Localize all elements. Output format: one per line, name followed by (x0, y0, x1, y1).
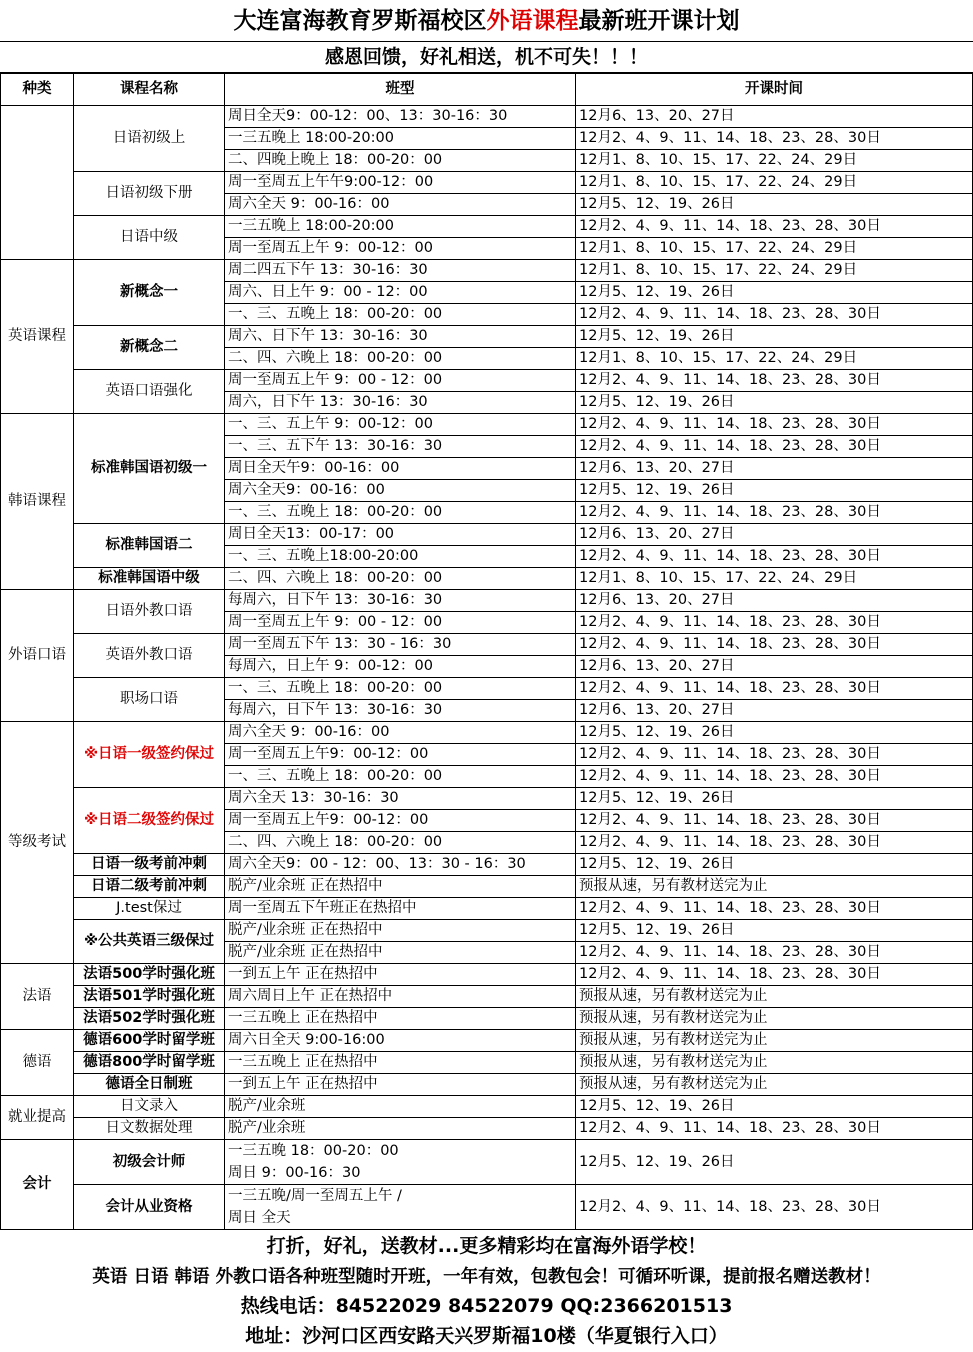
schedule-table (0, 73, 973, 1230)
course-name: 初级会计师 (74, 1140, 225, 1185)
class-type: 一三五晚上 正在热招中 (225, 1052, 576, 1074)
class-type: 每周六，日上午 9：00-12：00 (225, 656, 576, 678)
course-name: 日语初级下册 (74, 172, 225, 216)
start-time: 12月2、4、9、11、14、18、23、28、30日 (576, 370, 973, 392)
footer-course-info: 英语 日语 韩语 外教口语各种班型随时开班，一年有效，包教包会！可循环听课，提前报名赠送教材！ (92, 1267, 881, 1287)
course-name: 英语口语强化 (74, 370, 225, 414)
class-type: 周六、日下午 13：30-16：30 (225, 326, 576, 348)
start-time: 12月6、13、20、27日 (576, 524, 973, 546)
course-name: 标准韩国语初级一 (74, 414, 225, 524)
course-name: 德语600学时留学班 (74, 1030, 225, 1052)
class-type: 脱产/业余班 正在热招中 (225, 942, 576, 964)
start-time: 12月1、8、10、15、17、22、24、29日 (576, 150, 973, 172)
category-cell: 法语 (1, 964, 74, 1030)
class-type: 周一至周五上午9：00-12：00 (225, 810, 576, 832)
table-row (1, 1052, 973, 1074)
class-type: 周一至周五上午 9：00 - 12：00 (225, 370, 576, 392)
table-row (1, 788, 973, 810)
header-course: 课程名称 (74, 74, 225, 106)
start-time: 12月2、4、9、11、14、18、23、28、30日 (576, 634, 973, 656)
start-time: 12月2、4、9、11、14、18、23、28、30日 (576, 898, 973, 920)
table-row (1, 1008, 973, 1030)
start-time: 12月1、8、10、15、17、22、24、29日 (576, 568, 973, 590)
table-row (1, 326, 973, 348)
start-time: 12月2、4、9、11、14、18、23、28、30日 (576, 128, 973, 150)
start-time: 12月1、8、10、15、17、22、24、29日 (576, 260, 973, 282)
class-type: 一到五上午 正在热招中 (225, 964, 576, 986)
table-row (1, 216, 973, 238)
category-cell: 外语口语 (1, 590, 74, 722)
start-time: 12月5、12、19、26日 (576, 788, 973, 810)
table-row (1, 1030, 973, 1052)
class-type: 每周六，日下午 13：30-16：30 (225, 700, 576, 722)
class-type: 一三五晚上 正在热招中 (225, 1008, 576, 1030)
start-time: 12月2、4、9、11、14、18、23、28、30日 (576, 744, 973, 766)
class-type: 周一至周五上午9：00-12：00 (225, 744, 576, 766)
class-type: 一、三、五晚上 18：00-20：00 (225, 678, 576, 700)
category-cell: 韩语课程 (1, 414, 74, 590)
table-row (1, 414, 973, 436)
start-time: 12月2、4、9、11、14、18、23、28、30日 (576, 1185, 973, 1230)
class-type: 二、四、六晚上 18：00-20：00 (225, 832, 576, 854)
class-type: 周六日全天 9:00-16:00 (225, 1030, 576, 1052)
header-category: 种类 (1, 74, 74, 106)
table-row (1, 172, 973, 194)
start-time: 12月5、12、19、26日 (576, 854, 973, 876)
course-name: 日语中级 (74, 216, 225, 260)
start-time: 12月2、4、9、11、14、18、23、28、30日 (576, 832, 973, 854)
class-type: 一、三、五晚上18:00-20:00 (225, 546, 576, 568)
table-row (1, 854, 973, 876)
table-header-row (1, 74, 973, 106)
class-type: 周六全天 13：30-16：30 (225, 788, 576, 810)
start-time: 预报从速，另有教材送完为止 (576, 1052, 973, 1074)
start-time: 预报从速，另有教材送完为止 (576, 1030, 973, 1052)
class-type: 周六全天9：00 - 12：00、13：30 - 16：30 (225, 854, 576, 876)
class-type: 周六全天 9：00-16：00 (225, 194, 576, 216)
table-row (1, 1185, 973, 1208)
table-row (1, 590, 973, 612)
course-name: 日语二级考前冲刺 (74, 876, 225, 898)
class-type: 一、三、五下午 13：30-16：30 (225, 436, 576, 458)
course-name: ※公共英语三级保过 (74, 920, 225, 964)
start-time: 12月2、4、9、11、14、18、23、28、30日 (576, 1118, 973, 1140)
table-row (1, 106, 973, 128)
class-type: 二、四、六晚上 18：00-20：00 (225, 348, 576, 370)
table-row (1, 920, 973, 942)
category-cell: 会计 (1, 1140, 74, 1230)
class-type: 脱产/业余班 (225, 1118, 576, 1140)
footer-promo: 打折，好礼，送教材...更多精彩均在富海外语学校！ (266, 1235, 707, 1257)
course-name: 新概念二 (74, 326, 225, 370)
page-title (0, 0, 973, 42)
course-name: J.test保过 (74, 898, 225, 920)
class-type: 周一至周五上午 9：00-12：00 (225, 238, 576, 260)
table-row (1, 370, 973, 392)
start-time: 12月2、4、9、11、14、18、23、28、30日 (576, 678, 973, 700)
start-time: 预报从速，另有教材送完为止 (576, 986, 973, 1008)
table-row (1, 1074, 973, 1096)
start-time: 12月6、13、20、27日 (576, 106, 973, 128)
table-row (1, 260, 973, 282)
class-type: 脱产/业余班 (225, 1096, 576, 1118)
category-cell: 等级考试 (1, 722, 74, 964)
course-name: 德语全日制班 (74, 1074, 225, 1096)
course-name: 法语501学时强化班 (74, 986, 225, 1008)
start-time: 12月2、4、9、11、14、18、23、28、30日 (576, 502, 973, 524)
class-type: 二、四晚上晚上 18：00-20：00 (225, 150, 576, 172)
start-time: 12月1、8、10、15、17、22、24、29日 (576, 348, 973, 370)
title-suffix: 最新班开课计划 (578, 8, 740, 34)
table-row (1, 986, 973, 1008)
class-type: 周一至周五上午 9：00 - 12：00 (225, 612, 576, 634)
page-subtitle: 感恩回馈，好礼相送，机不可失！！！ (0, 42, 973, 73)
table-row (1, 1118, 973, 1140)
table-row (1, 1140, 973, 1163)
class-type: 周六，日下午 13：30-16：30 (225, 392, 576, 414)
start-time: 12月1、8、10、15、17、22、24、29日 (576, 238, 973, 260)
start-time: 预报从速，另有教材送完为止 (576, 1074, 973, 1096)
course-name: 日语外教口语 (74, 590, 225, 634)
class-type: 一三五晚上 18:00-20:00 (225, 216, 576, 238)
class-type: 周日全天13：00-17：00 (225, 524, 576, 546)
course-name: 职场口语 (74, 678, 225, 722)
course-name: 法语500学时强化班 (74, 964, 225, 986)
table-row (1, 568, 973, 590)
course-name: 标准韩国语二 (74, 524, 225, 568)
start-time: 12月5、12、19、26日 (576, 282, 973, 304)
category-cell: 就业提高 (1, 1096, 74, 1140)
course-name: 会计从业资格 (74, 1185, 225, 1230)
class-type: 周日 9：00-16：30 (225, 1162, 576, 1185)
class-type: 周一至周五下午 13：30 - 16：30 (225, 634, 576, 656)
header-start-time: 开课时间 (576, 74, 973, 106)
start-time: 12月6、13、20、27日 (576, 700, 973, 722)
class-type: 周六周日上午 正在热招中 (225, 986, 576, 1008)
table-row (1, 524, 973, 546)
class-type: 一、三、五上午 9：00-12：00 (225, 414, 576, 436)
start-time: 12月2、4、9、11、14、18、23、28、30日 (576, 942, 973, 964)
start-time: 12月2、4、9、11、14、18、23、28、30日 (576, 612, 973, 634)
class-type: 一三五晚 18：00-20：00 (225, 1140, 576, 1163)
course-name: 德语800学时留学班 (74, 1052, 225, 1074)
class-type: 周日全天9：00-12：00、13：30-16：30 (225, 106, 576, 128)
start-time: 12月6、13、20、27日 (576, 590, 973, 612)
class-type: 周日 全天 (225, 1207, 576, 1230)
start-time: 预报从速，另有教材送完为止 (576, 876, 973, 898)
start-time: 12月2、4、9、11、14、18、23、28、30日 (576, 810, 973, 832)
class-type: 周一至周五上午午9:00-12：00 (225, 172, 576, 194)
table-row (1, 964, 973, 986)
class-type: 一、三、五晚上 18：00-20：00 (225, 304, 576, 326)
course-name: 日语一级考前冲刺 (74, 854, 225, 876)
class-type: 二、四、六晚上 18：00-20：00 (225, 568, 576, 590)
footer-address: 地址：沙河口区西安路天兴罗斯福10楼（华夏银行入口） (245, 1325, 728, 1347)
footer-hotline: 热线电话：84522029 84522079 QQ:2366201513 (240, 1295, 733, 1317)
category-cell: 德语 (1, 1030, 74, 1096)
class-type: 一三五晚上 18:00-20:00 (225, 128, 576, 150)
start-time: 12月2、4、9、11、14、18、23、28、30日 (576, 766, 973, 788)
table-row (1, 876, 973, 898)
class-type: 周六全天9：00-16：00 (225, 480, 576, 502)
start-time: 12月5、12、19、26日 (576, 1096, 973, 1118)
title-highlight: 外语课程 (486, 8, 579, 34)
table-row (1, 678, 973, 700)
start-time: 12月5、12、19、26日 (576, 326, 973, 348)
start-time: 预报从速，另有教材送完为止 (576, 1008, 973, 1030)
table-row (1, 1096, 973, 1118)
class-type: 一、三、五晚上 18：00-20：00 (225, 766, 576, 788)
start-time: 12月5、12、19、26日 (576, 480, 973, 502)
class-type: 周日全天午9：00-16：00 (225, 458, 576, 480)
start-time: 12月5、12、19、26日 (576, 722, 973, 744)
category-cell: 英语课程 (1, 260, 74, 414)
course-name: 新概念一 (74, 260, 225, 326)
course-name: 日语初级上 (74, 106, 225, 172)
class-type: 每周六，日下午 13：30-16：30 (225, 590, 576, 612)
table-row (1, 634, 973, 656)
start-time: 12月5、12、19、26日 (576, 392, 973, 414)
table-row (1, 898, 973, 920)
course-name: 日文数据处理 (74, 1118, 225, 1140)
start-time: 12月5、12、19、26日 (576, 194, 973, 216)
class-type: 一三五晚/周一至周五上午 / (225, 1185, 576, 1208)
start-time: 12月2、4、9、11、14、18、23、28、30日 (576, 964, 973, 986)
start-time: 12月2、4、9、11、14、18、23、28、30日 (576, 546, 973, 568)
start-time: 12月2、4、9、11、14、18、23、28、30日 (576, 436, 973, 458)
start-time: 12月6、13、20、27日 (576, 458, 973, 480)
course-name: 英语外教口语 (74, 634, 225, 678)
start-time: 12月6、13、20、27日 (576, 656, 973, 678)
start-time: 12月2、4、9、11、14、18、23、28、30日 (576, 304, 973, 326)
class-type: 周六全天 9：00-16：00 (225, 722, 576, 744)
class-type: 脱产/业余班 正在热招中 (225, 876, 576, 898)
title-prefix: 大连富海教育罗斯福校区 (233, 8, 487, 34)
course-name: 日文录入 (74, 1096, 225, 1118)
start-time: 12月5、12、19、26日 (576, 1140, 973, 1185)
course-name: ※日语一级签约保过 (74, 722, 225, 788)
start-time: 12月1、8、10、15、17、22、24、29日 (576, 172, 973, 194)
class-type: 周六、日上午 9：00 - 12：00 (225, 282, 576, 304)
start-time: 12月5、12、19、26日 (576, 920, 973, 942)
class-type: 周一至周五下午班正在热招中 (225, 898, 576, 920)
course-name: 法语502学时强化班 (74, 1008, 225, 1030)
course-name: ※日语二级签约保过 (74, 788, 225, 854)
class-type: 一到五上午 正在热招中 (225, 1074, 576, 1096)
start-time: 12月2、4、9、11、14、18、23、28、30日 (576, 216, 973, 238)
class-type: 周二四五下午 13：30-16：30 (225, 260, 576, 282)
class-type: 脱产/业余班 正在热招中 (225, 920, 576, 942)
category-cell (1, 106, 74, 260)
class-type: 一、三、五晚上 18：00-20：00 (225, 502, 576, 524)
header-class-type: 班型 (225, 74, 576, 106)
start-time: 12月2、4、9、11、14、18、23、28、30日 (576, 414, 973, 436)
course-name: 标准韩国语中级 (74, 568, 225, 590)
table-row (1, 722, 973, 744)
